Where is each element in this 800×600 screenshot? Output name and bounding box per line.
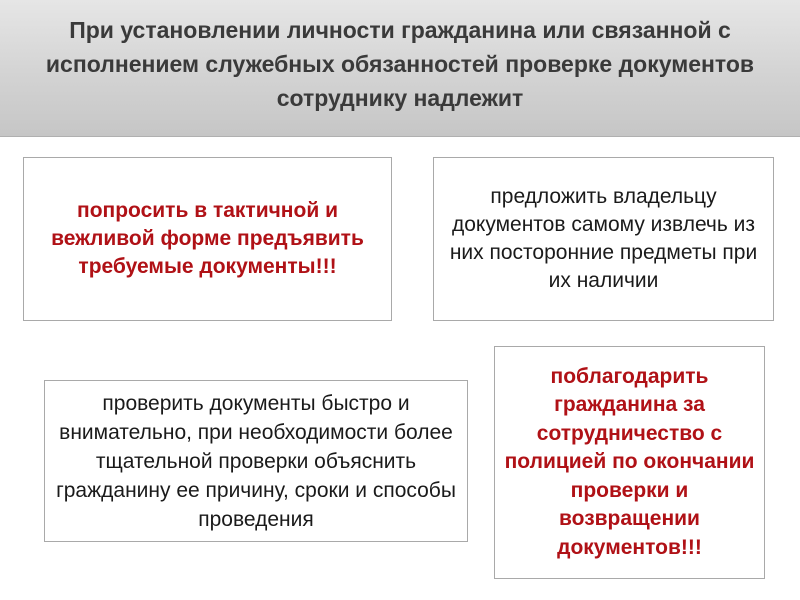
slide-header [0,0,800,137]
instruction-text: проверить документы быстро и внимательно, при необходимости более тщательной проверки объяснить гражданину ее причину, сроки и способы проведения [56,391,456,531]
instruction-card-check-documents [44,380,468,542]
instruction-card-thank-citizen [494,346,765,579]
instruction-card-request-documents [23,157,392,321]
slide-title: При установлении личности гражданина или связанной с исполнением служебных обязанностей проверке документов сотруднику надлежит [45,17,755,111]
instruction-text: предложить владельцу документов самому извлечь из них посторонние предметы при их наличии [449,185,758,292]
instruction-text: попросить в тактичной и вежливой форме предъявить требуемые документы!!! [51,199,364,278]
instruction-card-remove-items [433,157,774,321]
instruction-text: поблагодарить гражданина за сотрудничество с полицией по окончании проверки и возвращении документов!!! [504,364,755,559]
